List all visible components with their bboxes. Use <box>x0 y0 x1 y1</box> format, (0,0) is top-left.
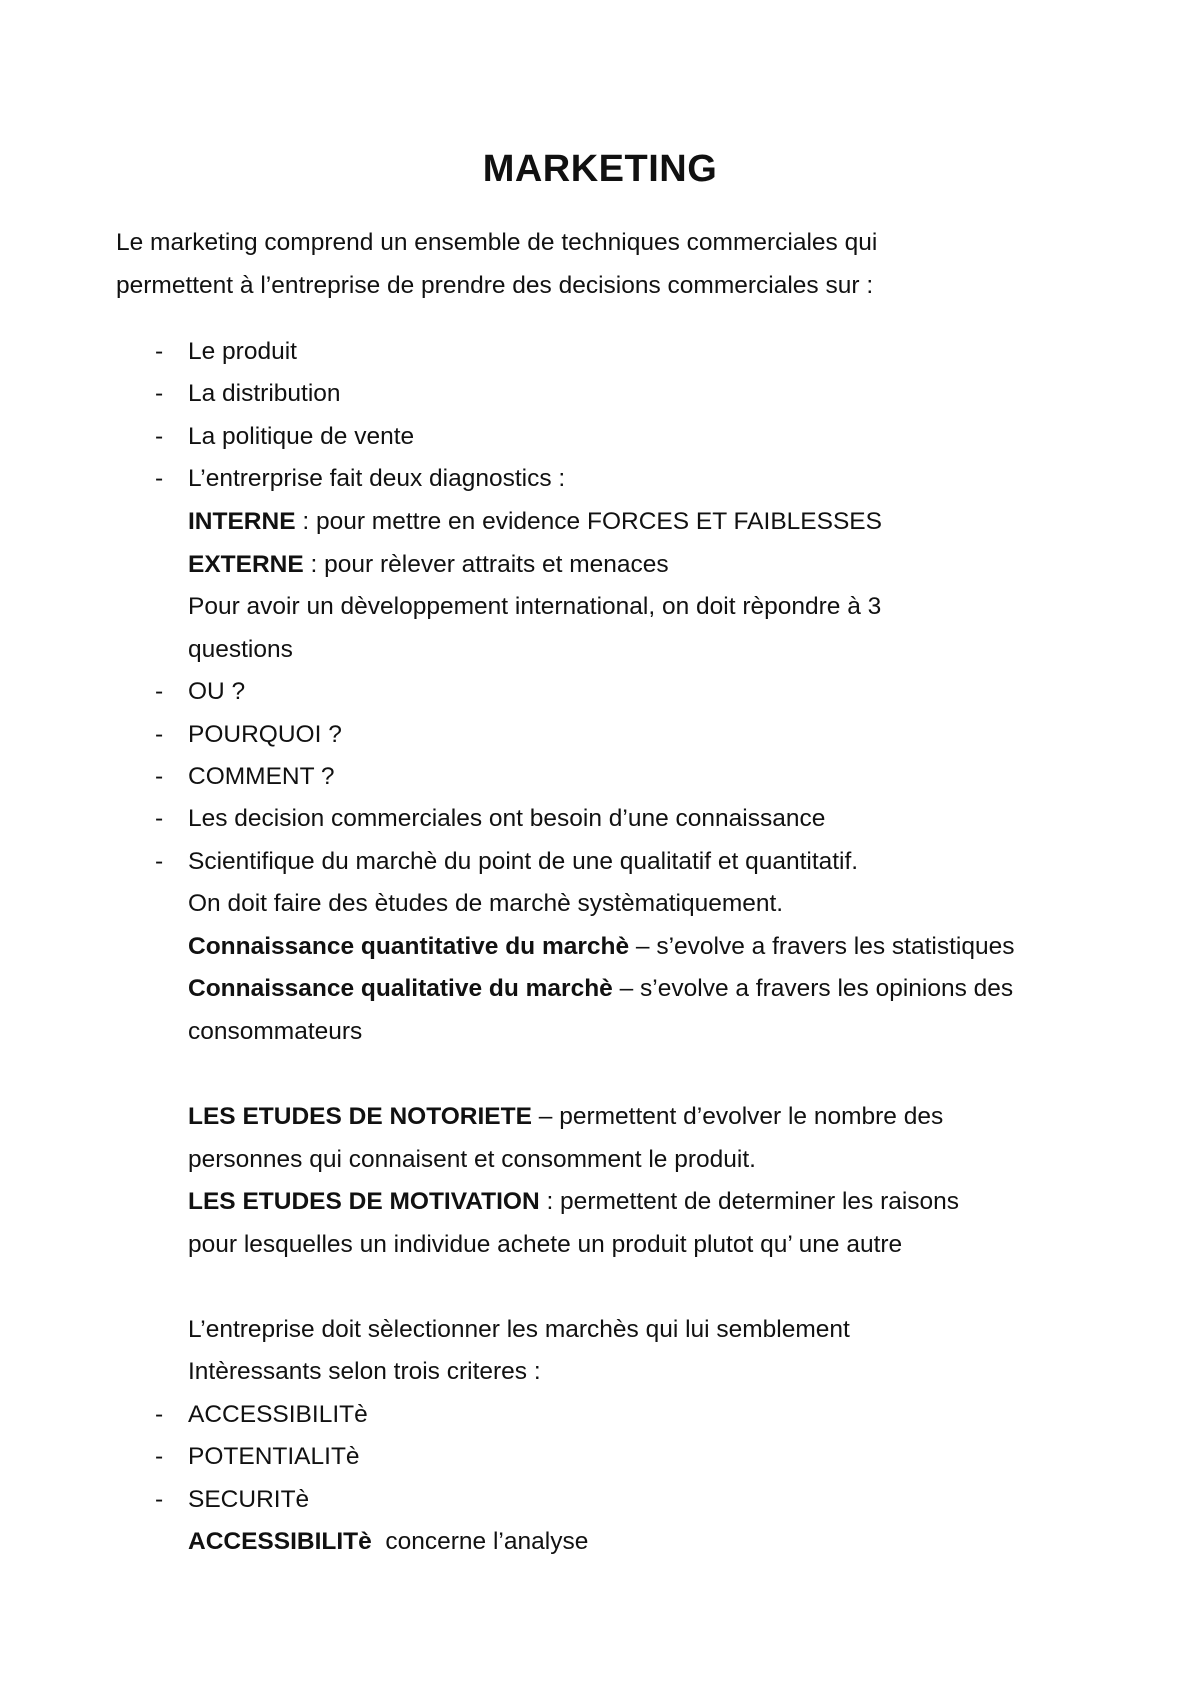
list-item: ACCESSIBILITè <box>188 1401 368 1428</box>
accessibility-text: concerne l’analyse <box>371 1528 589 1555</box>
motivation-label: LES ETUDES DE MOTIVATION <box>188 1188 540 1215</box>
paragraph-line: On doit faire des ètudes de marchè systèmatiquement. <box>188 890 784 917</box>
list-item: POTENTIALITè <box>188 1443 360 1470</box>
list-item: COMMENT ? <box>188 763 335 790</box>
motivation-text: : permettent de determiner les raisons <box>539 1188 960 1215</box>
notoriety-line <box>188 1101 943 1133</box>
bullet-marker: - <box>155 848 164 875</box>
bullet-marker: - <box>155 1486 164 1513</box>
qualitative-line <box>188 973 1013 1005</box>
bullet-marker: - <box>155 805 164 832</box>
list-item: Le produit <box>188 338 297 365</box>
bullet-marker: - <box>155 423 164 450</box>
external-label: EXTERNE <box>188 551 304 578</box>
list-item: L’entrerprise fait deux diagnostics : <box>188 465 566 492</box>
quantitative-line <box>188 931 1015 963</box>
paragraph-line: Pour avoir un dèveloppement international, on doit rèpondre à 3 <box>188 593 882 620</box>
motivation-line <box>188 1186 959 1218</box>
internal-label: INTERNE <box>188 508 296 535</box>
bullet-marker: - <box>155 1443 164 1470</box>
paragraph-line: consommateurs <box>188 1018 363 1045</box>
bullet-marker: - <box>155 721 164 748</box>
accessibility-label: ACCESSIBILITè <box>188 1528 372 1555</box>
list-item: POURQUOI ? <box>188 721 342 748</box>
accessibility-line <box>188 1526 588 1558</box>
bullet-marker: - <box>155 465 164 492</box>
bullet-marker: - <box>155 380 164 407</box>
paragraph-line: Intèressants selon trois criteres : <box>188 1358 541 1385</box>
external-text: : pour rèlever attraits et menaces <box>303 551 669 578</box>
intro-line-2: permettent à l’entreprise de prendre des decisions commerciales sur : <box>116 272 874 299</box>
paragraph-line: personnes qui connaisent et consomment le produit. <box>188 1146 756 1173</box>
quantitative-text: – s’evolve a fravers les statistiques <box>629 933 1015 960</box>
notoriety-text: – permettent d’evolver le nombre des <box>531 1103 944 1130</box>
paragraph-line: pour lesquelles un individue achete un produit plutot qu’ une autre <box>188 1231 903 1258</box>
qualitative-label: Connaissance qualitative du marchè <box>188 975 613 1002</box>
paragraph-line: questions <box>188 636 293 663</box>
bullet-marker: - <box>155 763 164 790</box>
list-item: La distribution <box>188 380 341 407</box>
internal-text: : pour mettre en evidence FORCES ET FAIBLESSES <box>295 508 882 535</box>
quantitative-label: Connaissance quantitative du marchè <box>188 933 630 960</box>
notoriety-label: LES ETUDES DE NOTORIETE <box>188 1103 532 1130</box>
bullet-marker: - <box>155 1401 164 1428</box>
list-item: La politique de vente <box>188 423 415 450</box>
intro-line-1: Le marketing comprend un ensemble de techniques commerciales qui <box>116 229 878 256</box>
bullet-marker: - <box>155 678 164 705</box>
qualitative-text: – s’evolve a fravers les opinions des <box>612 975 1014 1002</box>
bullet-marker: - <box>155 338 164 365</box>
list-item: Scientifique du marchè du point de une qualitatif et quantitatif. <box>188 848 859 875</box>
list-item: SECURITè <box>188 1486 310 1513</box>
internal-diagnostic-line <box>188 506 882 538</box>
external-diagnostic-line <box>188 549 669 581</box>
paragraph-line: L’entreprise doit sèlectionner les marchès qui lui semblement <box>188 1316 850 1343</box>
page-title: MARKETING <box>482 148 718 190</box>
list-item: Les decision commerciales ont besoin d’une connaissance <box>188 805 826 832</box>
list-item: OU ? <box>188 678 246 705</box>
